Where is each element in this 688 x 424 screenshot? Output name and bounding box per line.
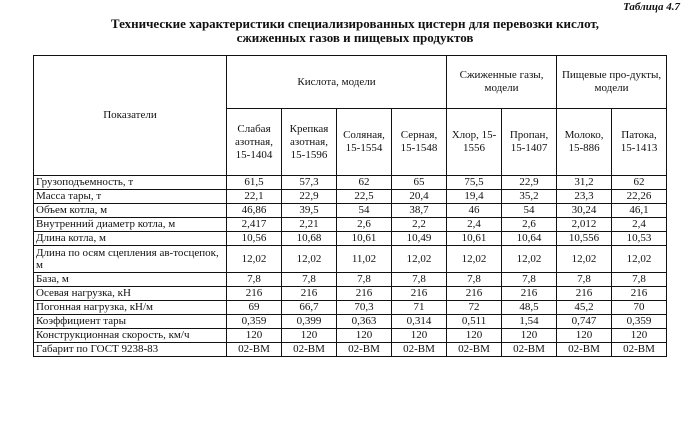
cell-value: 02-ВМ	[557, 343, 612, 357]
cell-value: 0,359	[227, 315, 282, 329]
table-row	[34, 315, 667, 329]
cell-value: 2,4	[447, 218, 502, 232]
table-row	[34, 232, 667, 246]
cell-value: 69	[227, 301, 282, 315]
cell-value: 02-ВМ	[337, 343, 392, 357]
title-line-2: сжиженных газов и пищевых продуктов	[236, 30, 474, 45]
cell-value: 2,2	[392, 218, 447, 232]
row-label: Длина котла, м	[34, 232, 227, 246]
cell-value: 23,3	[557, 190, 612, 204]
cell-value: 10,56	[227, 232, 282, 246]
cell-value: 7,8	[447, 273, 502, 287]
cell-value: 120	[282, 329, 337, 343]
model-header: Пропан, 15-1407	[502, 109, 557, 176]
cell-value: 54	[502, 204, 557, 218]
cell-value: 120	[392, 329, 447, 343]
cell-value: 62	[612, 176, 667, 190]
cell-value: 10,64	[502, 232, 557, 246]
cell-value: 7,8	[502, 273, 557, 287]
cell-value: 02-ВМ	[282, 343, 337, 357]
cell-value: 31,2	[557, 176, 612, 190]
cell-value: 57,3	[282, 176, 337, 190]
indicators-header: Показатели	[34, 56, 227, 176]
cell-value: 216	[502, 287, 557, 301]
cell-value: 10,49	[392, 232, 447, 246]
cell-value: 02-ВМ	[227, 343, 282, 357]
cell-value: 22,9	[502, 176, 557, 190]
cell-value: 48,5	[502, 301, 557, 315]
cell-value: 216	[392, 287, 447, 301]
group-header-acid: Кислота, модели	[227, 56, 447, 109]
cell-value: 1,54	[502, 315, 557, 329]
cell-value: 35,2	[502, 190, 557, 204]
table-row	[34, 329, 667, 343]
row-label: Объем котла, м	[34, 204, 227, 218]
table-row	[34, 343, 667, 357]
model-header: Хлор, 15-1556	[447, 109, 502, 176]
cell-value: 0,359	[612, 315, 667, 329]
table-row	[34, 176, 667, 190]
row-label: Внутренний диаметр котла, м	[34, 218, 227, 232]
model-header: Крепкая азотная, 15-1596	[282, 109, 337, 176]
cell-value: 216	[227, 287, 282, 301]
row-label: Коэффициент тары	[34, 315, 227, 329]
cell-value: 19,4	[447, 190, 502, 204]
cell-value: 12,02	[447, 246, 502, 273]
table-row	[34, 190, 667, 204]
cell-value: 2,012	[557, 218, 612, 232]
cell-value: 02-ВМ	[612, 343, 667, 357]
row-label: База, м	[34, 273, 227, 287]
cell-value: 54	[337, 204, 392, 218]
cell-value: 0,511	[447, 315, 502, 329]
table-row	[34, 218, 667, 232]
cell-value: 12,02	[557, 246, 612, 273]
row-label: Масса тары, т	[34, 190, 227, 204]
title-line-1: Технические характеристики специализированных цистерн для перевозки кислот,	[110, 16, 600, 31]
cell-value: 02-ВМ	[502, 343, 557, 357]
cell-value: 216	[557, 287, 612, 301]
cell-value: 02-ВМ	[447, 343, 502, 357]
cell-value: 45,2	[557, 301, 612, 315]
cell-value: 216	[447, 287, 502, 301]
cell-value: 216	[282, 287, 337, 301]
cell-value: 12,02	[227, 246, 282, 273]
model-header: Слабая азотная, 15-1404	[227, 109, 282, 176]
cell-value: 7,8	[392, 273, 447, 287]
cell-value: 2,21	[282, 218, 337, 232]
cell-value: 02-ВМ	[392, 343, 447, 357]
model-header: Патока, 15-1413	[612, 109, 667, 176]
cell-value: 120	[557, 329, 612, 343]
cell-value: 65	[392, 176, 447, 190]
cell-value: 10,61	[337, 232, 392, 246]
table-body	[34, 176, 667, 357]
cell-value: 120	[612, 329, 667, 343]
row-label: Грузоподъемность, т	[34, 176, 227, 190]
cell-value: 2,6	[502, 218, 557, 232]
cell-value: 0,399	[282, 315, 337, 329]
cell-value: 75,5	[447, 176, 502, 190]
specs-table	[33, 55, 667, 357]
cell-value: 20,4	[392, 190, 447, 204]
cell-value: 61,5	[227, 176, 282, 190]
group-header-food: Пищевые про-дукты, модели	[557, 56, 667, 109]
cell-value: 7,8	[557, 273, 612, 287]
row-label: Длина по осям сцепления ав-тосцепок, м	[34, 246, 227, 273]
cell-value: 7,8	[282, 273, 337, 287]
table-number: Таблица 4.7	[623, 1, 680, 13]
cell-value: 10,61	[447, 232, 502, 246]
cell-value: 2,417	[227, 218, 282, 232]
cell-value: 120	[227, 329, 282, 343]
cell-value: 22,9	[282, 190, 337, 204]
cell-value: 22,26	[612, 190, 667, 204]
row-label: Погонная нагрузка, кН/м	[34, 301, 227, 315]
cell-value: 46,1	[612, 204, 667, 218]
cell-value: 70,3	[337, 301, 392, 315]
cell-value: 66,7	[282, 301, 337, 315]
cell-value: 22,1	[227, 190, 282, 204]
table-row	[34, 246, 667, 273]
table-title	[40, 17, 670, 45]
cell-value: 0,314	[392, 315, 447, 329]
row-label: Осевая нагрузка, кН	[34, 287, 227, 301]
cell-value: 7,8	[227, 273, 282, 287]
table-row	[34, 204, 667, 218]
cell-value: 120	[337, 329, 392, 343]
cell-value: 46,86	[227, 204, 282, 218]
table-row	[34, 301, 667, 315]
cell-value: 12,02	[502, 246, 557, 273]
cell-value: 12,02	[282, 246, 337, 273]
cell-value: 39,5	[282, 204, 337, 218]
cell-value: 62	[337, 176, 392, 190]
cell-value: 7,8	[337, 273, 392, 287]
cell-value: 10,53	[612, 232, 667, 246]
model-header: Молоко, 15-886	[557, 109, 612, 176]
model-header: Серная, 15-1548	[392, 109, 447, 176]
table-row	[34, 287, 667, 301]
cell-value: 11,02	[337, 246, 392, 273]
cell-value: 12,02	[392, 246, 447, 273]
cell-value: 46	[447, 204, 502, 218]
cell-value: 70	[612, 301, 667, 315]
cell-value: 0,747	[557, 315, 612, 329]
cell-value: 71	[392, 301, 447, 315]
cell-value: 30,24	[557, 204, 612, 218]
cell-value: 7,8	[612, 273, 667, 287]
group-header-liquefied-gas: Сжиженные газы, модели	[447, 56, 557, 109]
cell-value: 38,7	[392, 204, 447, 218]
model-header: Соляная, 15-1554	[337, 109, 392, 176]
cell-value: 216	[612, 287, 667, 301]
row-label: Габарит по ГОСТ 9238-83	[34, 343, 227, 357]
cell-value: 2,6	[337, 218, 392, 232]
cell-value: 12,02	[612, 246, 667, 273]
row-label: Конструкционная скорость, км/ч	[34, 329, 227, 343]
cell-value: 216	[337, 287, 392, 301]
cell-value: 2,4	[612, 218, 667, 232]
cell-value: 120	[447, 329, 502, 343]
cell-value: 10,68	[282, 232, 337, 246]
cell-value: 120	[502, 329, 557, 343]
cell-value: 72	[447, 301, 502, 315]
cell-value: 22,5	[337, 190, 392, 204]
cell-value: 0,363	[337, 315, 392, 329]
table-row	[34, 273, 667, 287]
cell-value: 10,556	[557, 232, 612, 246]
